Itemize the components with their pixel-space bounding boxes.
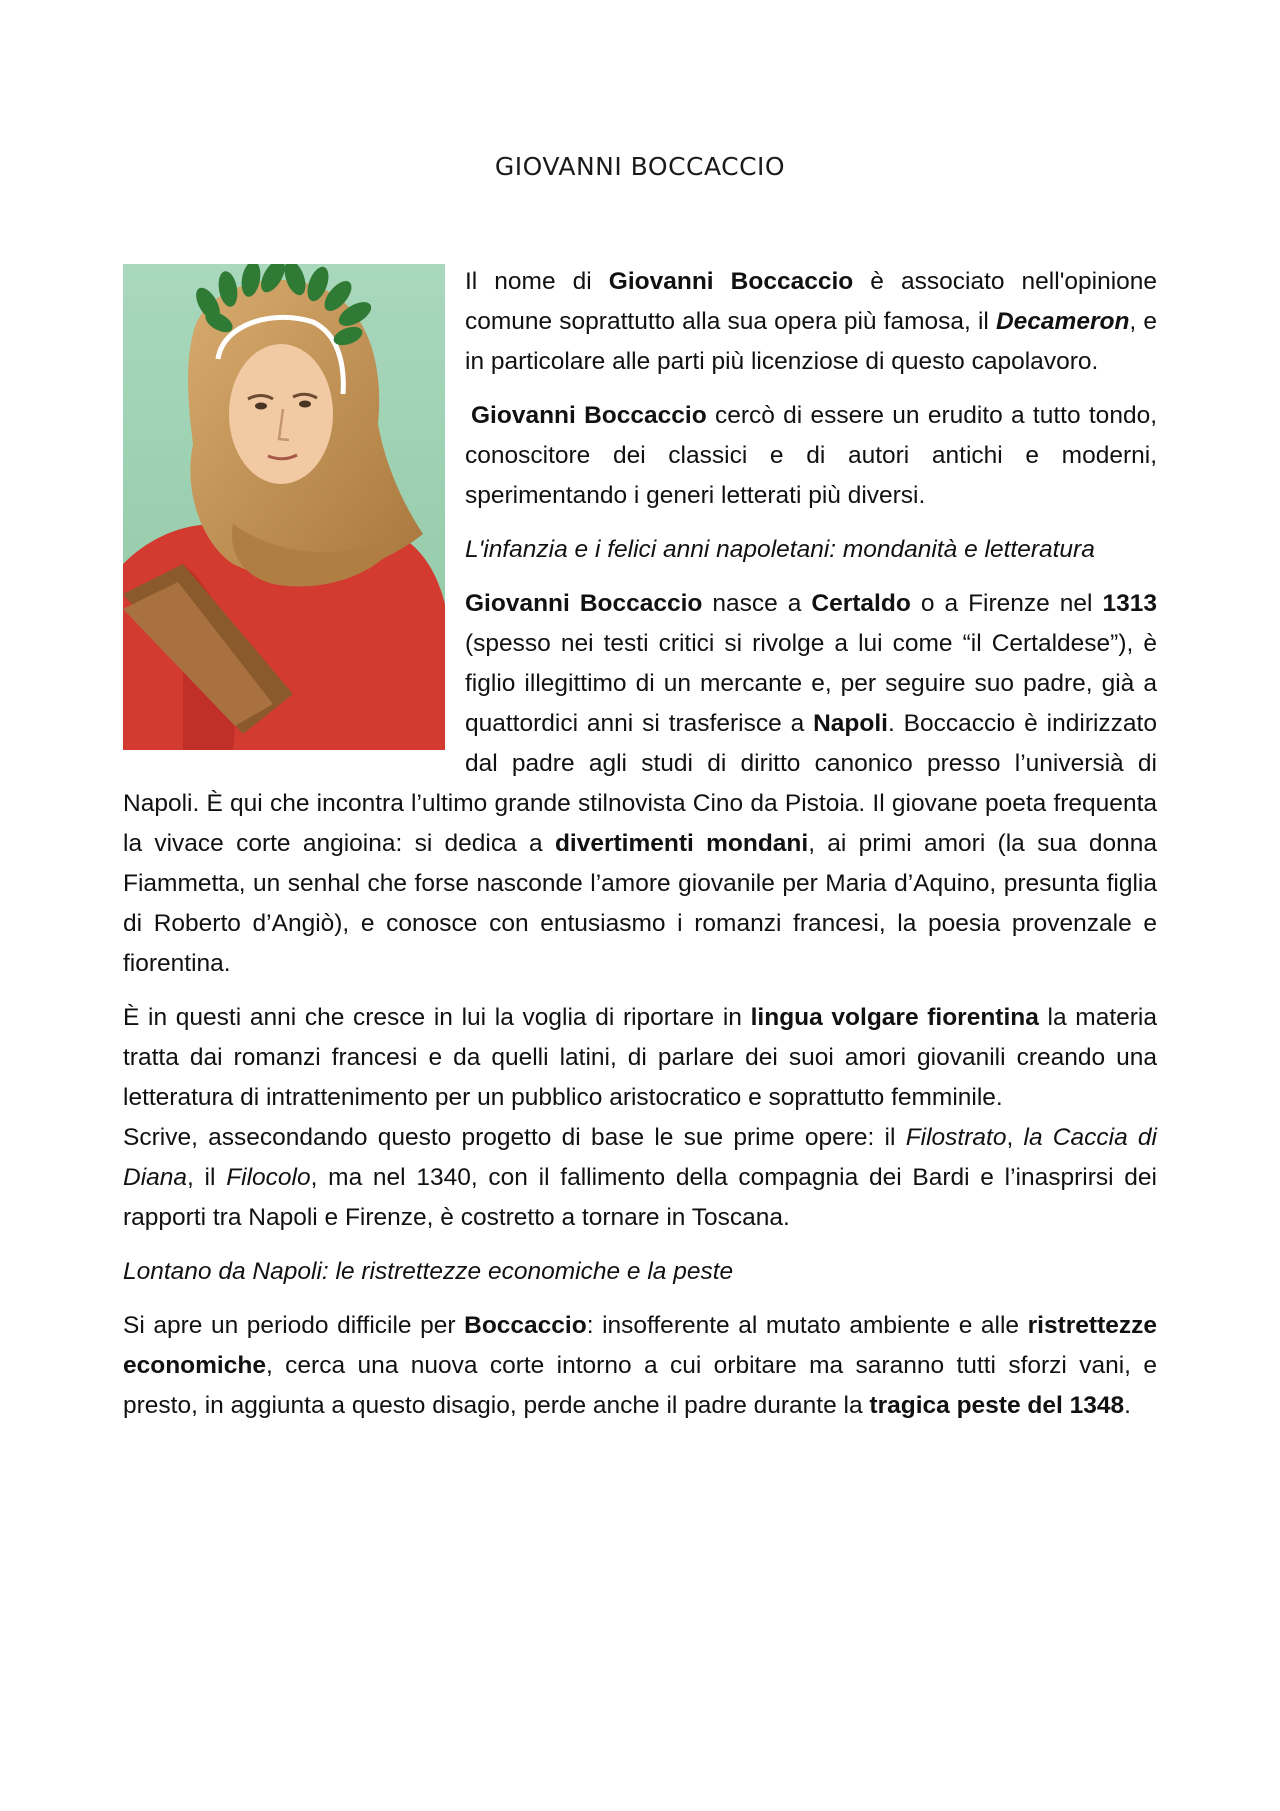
paragraph-difficile xyxy=(123,1306,1157,1426)
bold-run: lingua volgare fiorentina xyxy=(750,1004,1039,1031)
text-run: , xyxy=(1006,1124,1024,1151)
text-run: , ai primi amori (la sua donna Fiammetta, un senhal che forse nasconde l’amore giovanile per Maria d’Aquino, presunta figlia di Roberto d’Angiò), e conosce con entusiasmo i romanzi francesi, la poesia provenzale e fiorentina. xyxy=(123,830,1157,977)
text-run: , cerca una nuova corte intorno a cui orbitare ma saranno tutti sforzi vani, e presto, in aggiunta a questo disagio, perde anche il padre durante la xyxy=(123,1352,1157,1419)
bold-run: 1313 xyxy=(1102,590,1157,617)
document-body xyxy=(123,262,1157,1440)
text-run: Il nome di xyxy=(465,268,609,295)
bold-run: Boccaccio xyxy=(464,1312,587,1339)
bold-run: Napoli xyxy=(813,710,888,737)
bold-run: tragica peste del 1348 xyxy=(869,1392,1125,1419)
text-run: , e in particolare alle parti più licenziose di questo capolavoro. xyxy=(465,308,1157,375)
text-run: , il xyxy=(187,1164,227,1191)
text-run: (spesso nei testi critici si rivolge a lui come “il Certaldese”), è figlio illegittimo di un mercante e, per seguire suo padre, già a quattordici anni si trasferisce a xyxy=(465,630,1157,737)
text-run: È in questi anni che cresce in lui la voglia di riportare in xyxy=(123,1004,751,1031)
text-run: è associato nell'opinione comune soprattutto alla sua opera più famosa, il xyxy=(465,268,1158,335)
bold-run: Giovanni Boccaccio xyxy=(471,402,707,429)
section-heading-lontano: Lontano da Napoli: le ristrettezze economiche e la peste xyxy=(123,1258,734,1285)
bold-italic-run: Decameron xyxy=(995,308,1130,335)
text-run: nasce a xyxy=(702,590,812,617)
italic-run: Filocolo xyxy=(226,1164,311,1191)
bold-run: divertimenti mondani xyxy=(554,830,809,857)
italic-run: la Caccia di Diana xyxy=(123,1124,1157,1191)
section-heading-infanzia: L'infanzia e i felici anni napoletani: mondanità e letteratura xyxy=(465,536,1095,563)
paragraph-volgare xyxy=(123,998,1157,1238)
text-run: Si apre un periodo difficile per xyxy=(123,1312,465,1339)
text-run: . xyxy=(1124,1392,1131,1419)
text-run: o a Firenze nel xyxy=(910,590,1103,617)
text-run: Scrive, assecondando questo progetto di base le sue prime opere: il xyxy=(123,1124,906,1151)
boccaccio-portrait-image xyxy=(123,264,445,750)
text-run: : insofferente al mutato ambiente e alle xyxy=(586,1312,1028,1339)
text-run: . Boccaccio è indirizzato dal padre agli studi di diritto canonico presso l’universià di Napoli. È qui che incontra l’ultimo grande stilnovista Cino da Pistoia. Il giovane poeta frequenta la vivace corte angioina: si dedica a xyxy=(123,710,1157,857)
bold-run: Certaldo xyxy=(811,590,911,617)
bold-run: ristrettezze economiche xyxy=(123,1312,1157,1379)
document-title: GIOVANNI BOCCACCIO xyxy=(494,152,786,181)
bold-run: Giovanni Boccaccio xyxy=(465,590,703,617)
italic-run: Filostrato xyxy=(905,1124,1007,1151)
text-run: la materia tratta dai romanzi francesi e da quelli latini, di parlare dei suoi amori giovanili creando una letteratura di intrattenimento per un pubblico aristocratico e soprattutto femminile. xyxy=(123,1004,1157,1111)
bold-run: Giovanni Boccaccio xyxy=(608,268,854,295)
text-run: , ma nel 1340, con il fallimento della compagnia dei Bardi e l’inasprirsi dei rapporti tra Napoli e Firenze, è costretto a tornare in Toscana. xyxy=(123,1164,1157,1231)
text-run: cercò di essere un erudito a tutto tondo, conoscitore dei classici e di autori antichi e moderni, sperimentando i generi letterati più diversi. xyxy=(465,402,1157,509)
